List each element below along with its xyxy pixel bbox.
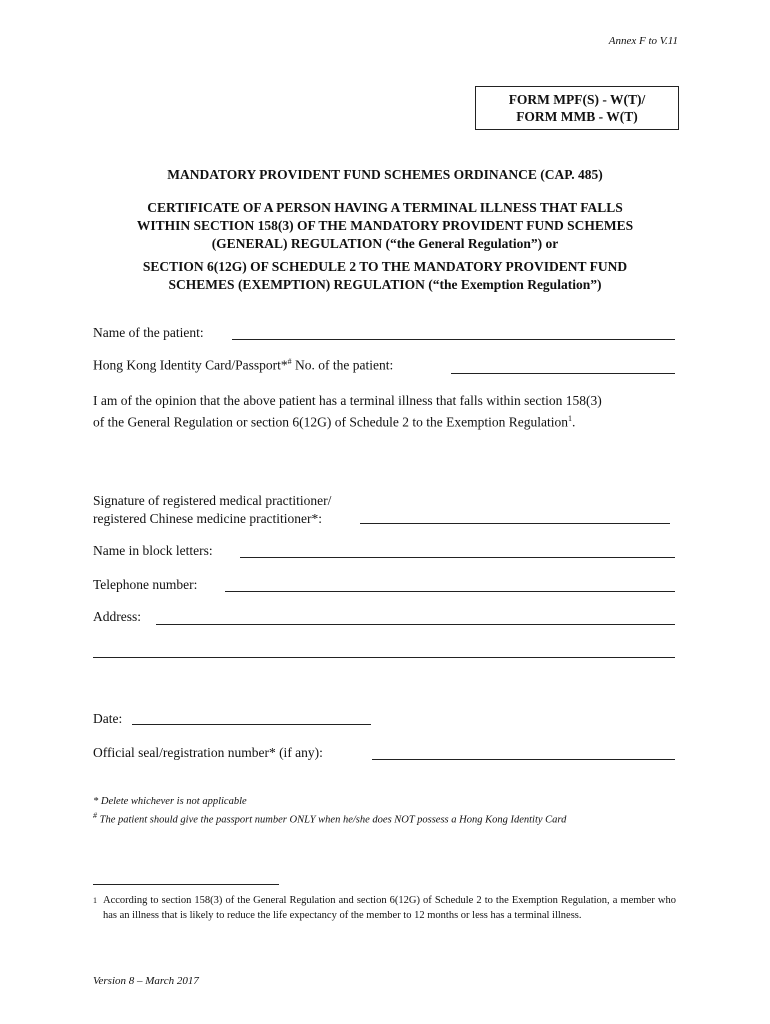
footnote [93, 893, 676, 923]
certificate-title-line4: SECTION 6(12G) OF SCHEDULE 2 TO THE MANDATORY PROVIDENT FUND [142, 259, 628, 274]
address-label: Address: [93, 609, 141, 624]
footnote-rule [93, 884, 279, 885]
telephone-label: Telephone number: [93, 577, 198, 592]
block-name-row [93, 543, 213, 559]
version-label: Version 8 – March 2017 [93, 975, 199, 987]
address-field-line2[interactable] [93, 643, 675, 658]
delete-note: * Delete whichever is not applicable [93, 796, 247, 807]
block-name-field[interactable] [240, 543, 675, 558]
hkid-field[interactable] [451, 359, 675, 374]
signature-field[interactable] [360, 509, 670, 524]
form-number-box [475, 86, 679, 130]
seal-field[interactable] [372, 745, 675, 760]
address-field-line1[interactable] [156, 610, 675, 625]
date-row [93, 711, 122, 727]
form-number-line1: FORM MPF(S) - W(T)/ [508, 92, 646, 107]
block-name-label: Name in block letters: [93, 543, 213, 558]
footnote-number: 1 [93, 896, 97, 905]
date-label: Date: [93, 711, 123, 726]
footnote-text: According to section 158(3) of the General Regulation and section 6(12G) of Schedule 2 to the Exemption Regulation, a member who has an illness that is likely to reduce the life expectancy of the member to 12 months or less has a terminal illness. [103, 895, 676, 921]
telephone-row [93, 577, 197, 593]
hkid-label: Hong Kong Identity Card/Passport*# No. of the patient: [93, 357, 394, 373]
telephone-field[interactable] [225, 577, 675, 592]
seal-label: Official seal/registration number* (if any): [93, 745, 323, 760]
certificate-title-line5: SCHEMES (EXEMPTION) REGULATION (“the Exemption Regulation”) [168, 277, 602, 292]
certificate-title-line1: CERTIFICATE OF A PERSON HAVING A TERMINAL ILLNESS THAT FALLS [147, 200, 623, 215]
opinion-line1: I am of the opinion that the above patient has a terminal illness that falls within section 158(3) [93, 393, 602, 408]
passport-note: # The patient should give the passport number ONLY when he/she does NOT possess a Hong Kong Identity Card [93, 811, 567, 826]
opinion-paragraph [93, 392, 683, 432]
address-row [93, 609, 141, 625]
certificate-title [80, 199, 690, 253]
certificate-title-line3: (GENERAL) REGULATION (“the General Regulation”) or [211, 236, 559, 251]
certificate-subtitle [80, 258, 690, 294]
date-field[interactable] [132, 710, 371, 725]
form-number-line2: FORM MMB - W(T) [516, 109, 638, 124]
patient-name-row [93, 325, 204, 341]
signature-label-line2: registered Chinese medicine practitioner*: [93, 511, 323, 526]
patient-name-label: Name of the patient: [93, 325, 204, 340]
footnote-ref: 1 [568, 414, 573, 423]
hkid-row [93, 357, 393, 374]
opinion-line2: of the General Regulation or section 6(12G) of Schedule 2 to the Exemption Regulation$^1$. [93, 414, 576, 430]
certificate-title-line2: WITHIN SECTION 158(3) OF THE MANDATORY PROVIDENT FUND SCHEMES [136, 218, 634, 233]
seal-row [93, 745, 323, 761]
signature-label-line1: Signature of registered medical practitioner/ [93, 493, 332, 508]
ordinance-title: MANDATORY PROVIDENT FUND SCHEMES ORDINANCE (CAP. 485) [167, 167, 603, 182]
patient-name-field[interactable] [232, 325, 675, 340]
annex-label: Annex F to V.11 [608, 35, 678, 47]
